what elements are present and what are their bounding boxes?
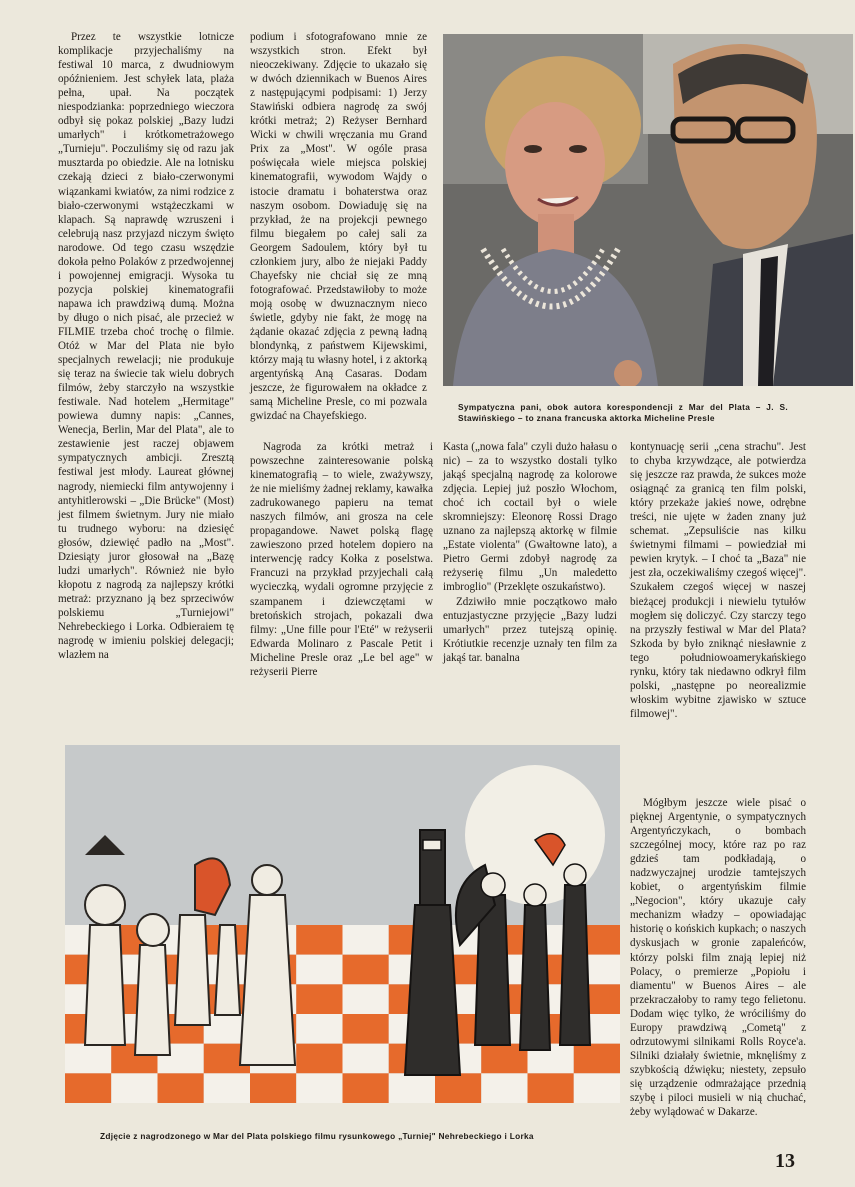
paragraph: Zdziwiło mnie początkowo mało entuzjastyczne przyjęcie „Bazy ludzi umarłych" przez tutejszą opinię. Krótiutkie recenzje uznały ten film za jakąś tar. banalna bbox=[443, 595, 617, 664]
board-square bbox=[296, 1044, 342, 1074]
board-square bbox=[343, 1044, 389, 1074]
board-square bbox=[389, 1073, 435, 1103]
board-square bbox=[343, 955, 389, 985]
board-square bbox=[111, 1073, 157, 1103]
board-square bbox=[343, 984, 389, 1014]
article-column-3 bbox=[250, 440, 433, 679]
article-column-5 bbox=[630, 440, 806, 721]
board-square bbox=[296, 1014, 342, 1044]
chess-cartoon-illustration bbox=[65, 745, 620, 1103]
board-square bbox=[343, 1014, 389, 1044]
photo-micheline-presle-and-author bbox=[443, 34, 853, 386]
paragraph: Mógłbym jeszcze wiele pisać o pięknej Argentynie, o sympatycznych Argentyńczykach, o bombach szczególnej mocy, które raz po raz gdzieś tam podkładają, o nadzwyczajnej urodzie tamtejszych kobiet, o argentyńskim filmie „Negocion", który ukazuje cały mechanizm władzy – opowiadając historię o końskich kupkach; o naszych dyskusjach w gronie zapaleńców, którzy polski film znają lepiej niż Polacy, o premierze „Popiołu i diamentu" w Buenos Aires – ale przekraczałoby to ramy tego felietonu. Dodam więc tylko, że wróciliśmy do Europy prawdziwą „Cometą" z odrzutowymi silnikami Rolls Royce'a. Silniki działały świetnie, mknęliśmy z szybkością dźwięku; niestety, zepsuło się urządzenie odmrażające przednią szybę i piloci musieli w nią chuchać, żeby wylądować w Dakarze. bbox=[630, 797, 806, 1119]
article-column-4 bbox=[443, 440, 617, 665]
board-square bbox=[343, 925, 389, 955]
board-square bbox=[65, 1044, 111, 1074]
paragraph: Kasta („nowa fala" czyli dużo hałasu o nic) – za to wszystko dostali tylko jakąś specjalną nagrodę za kolorowe zdjęcia. Lepiej już poszło Włochom, choć ich coctail był o wiele skromniejszy: Eleonorę Rossi Drago uznano za najlepszą aktorkę w filmie „Estate violenta" (Gwałtowne lato), a Pietro Germi zdobył nagrodę za reżyserię filmu „Un maledetto imbroglio" (Przeklęte oszukaństwo). bbox=[443, 441, 617, 594]
paragraph: Przez te wszystkie lotnicze komplikacje przyjechaliśmy na festiwal 10 marca, z dwudniowym opóźnieniem. Jest schyłek lata, plaża pełna, upał. Na początek niespodzianka: poprzedniego wieczora odbył się pokaz polskiej „Bazy ludzi umarłych" i krótkometrażowego „Turnieju". Poczuliśmy się od razu jak musztarda po obiedzie. Ale na lotnisku czekają dzieci z biało-czerwonymi wiązankami kwiatów, za nimi rodzice z biało-czerwonymi wstążeczkami w klapach. Są naprawdę wzruszeni i celebrują nasz przyjazd niczym święto narodowe. Od tego czasu wszędzie dokoła pełno Polaków z przedwojennej i powojennej emigracji. Wysoka tu pozycja polskiej kinematografii napawa ich prawdziwą dumą. Można by długo o nich pisać, ale przecież w FILMIE trzeba choć trochę o filmie. Otóż w Mar del Plata nie było specjalnych rewelacji; nie produkuje się teraz na świecie tak wielu dobrych filmów, żeby starczyło na wszystkie festiwale. Nad hotelem „Hermitage" powiewa dumny napis: „Cannes, Wenecja, Berlin, Mar del Plata", ale to zestawienie jest raczej objawem sympatycznych ambicji. Zresztą festiwal jest młody. Laureat głównej nagrody, niemiecki film antywojenny i antyhitlerowski – „Die Brücke" (Most) jest filmem świetnym. Jury nie miało tu trudnego wyboru: na dziesięć głosów, dziewięć padło na „Most". Dziesiąty juror głosował na „Bazę ludzi umarłych". Również nie było kłopotu z nagrodą za najlepszy krótki metraż: przyznano ją bez sprzeciwów polskiemu „Turniejowi" Nehrebeckiego i Lorka. Odbieraiem tę nagrodę w imieniu polskiej delegacji; wlazłem na bbox=[58, 31, 234, 662]
board-square bbox=[296, 955, 342, 985]
article-column-6 bbox=[630, 796, 806, 1119]
board-square bbox=[528, 1073, 574, 1103]
board-square bbox=[574, 1073, 620, 1103]
board-square bbox=[343, 1073, 389, 1103]
paragraph: podium i sfotografowano mnie ze wszystkich stron. Efekt był nieoczekiwany. Zdjęcie to ukazało się w dwóch dziennikach w Buenos Aires z następującymi podpisami: 1) Jerzy Stawiński odbiera nagrodę za swój krótki metraż; 2) Reżyser Bernhard Wicki w chwili wręczania mu Grand Prix za „Most". W ogóle prasa poświęcała wiele miejsca polskiej kinematografii, wywodom Wajdy o istocie dramatu i bohaterstwa oraz naszym osobom. Dowiaduję się na przykład, że na projekcji pewnego filmu biegałem po całej sali za Georgem Sadoulem, który był tu członkiem jury, albo że niejaki Paddy Chayefsky nie chciał się ze mną fotografować. Przedstawiłoby to może moją osobę w dwuznacznym nieco świetle, gdyby nie fakt, że mogę na żądanie okazać zdjęcia z pewną ładną blondynką, z państwem Kijewskimi, którzy mają tu własny hotel, i z aktorką argentyńską Aną Casaras. Dodam jeszcze, że figurowałem na okładce z samą Micheline Presle, co mi pozwala gwizdać na Chayefskiego. bbox=[250, 31, 427, 423]
article-column-1 bbox=[58, 30, 234, 662]
illustration-caption: Zdjęcie z nagrodzonego w Mar del Plata polskiego filmu rysunkowego „Turniej" Nehrebeckiego i Lorka bbox=[100, 1131, 534, 1141]
article-column-2 bbox=[250, 30, 427, 423]
board-square bbox=[204, 1073, 250, 1103]
board-square bbox=[481, 1073, 527, 1103]
photo-caption: Sympatyczna pani, obok autora korespondencji z Mar del Plata – J. S. Stawińskiego – to znana francuska aktorka Micheline Presle bbox=[458, 402, 788, 423]
board-square bbox=[574, 1044, 620, 1074]
board-square bbox=[296, 984, 342, 1014]
board-square bbox=[65, 1073, 111, 1103]
board-square bbox=[435, 1073, 481, 1103]
board-square bbox=[250, 1073, 296, 1103]
board-square bbox=[158, 1073, 204, 1103]
board-square bbox=[296, 925, 342, 955]
paragraph: kontynuację serii „cena strachu". Jest to chyba krzywdzące, ale potwierdza się jeszcze raz prawda, że sukces może osiągnąć za granicą ten film polski, który przekaże jakieś nowe, odrębne treści, nie ujęte w żaden znany już schemat. „Zepsuliście nas kilku świetnymi filmami – powiedział mi pewien krytyk. – I choć ta „Baza" nie jest zła, oczekiwaliśmy czegoś więcej". Szukałem czegoś więcej w naszej bieżącej produkcji i niewielu tytułów mogłem się doliczyć. Czy starczy tego na przyszły festiwal w Mar del Plata? Szkoda by było zniknąć niesławnie z tego południowoamerykańskiego rynku, który tak niedawno odkrył film polski, „następne po neorealizmie włoskim wybitne zjawisko w sztuce filmowej". bbox=[630, 441, 806, 720]
board-square bbox=[296, 1073, 342, 1103]
paragraph: Nagroda za krótki metraż i powszechne zainteresowanie polską kinematografią – to wiele, zważywszy, że nie mieliśmy żadnej reklamy, kawałka zadrukowanego papieru na temat naszych filmów, ani grosza na cele propagandowe. Nawet polską flagę zawieszono przed hotelem dopiero na interwencję radcy Kołka z poselstwa. Francuzi na przykład przyjechali całą wycieczką, wydali ogromne przyjęcie z szampanem i dziewczętami w bretońskich strojach, pokazali dwa filmy: „Une fille pour l'Eté" w reżyserii Edwarda Molinaro z Pascale Petit i Micheline Presle oraz „Le bel age" w reżyserii Pierre bbox=[250, 441, 433, 678]
page-number: 13 bbox=[775, 1150, 795, 1172]
